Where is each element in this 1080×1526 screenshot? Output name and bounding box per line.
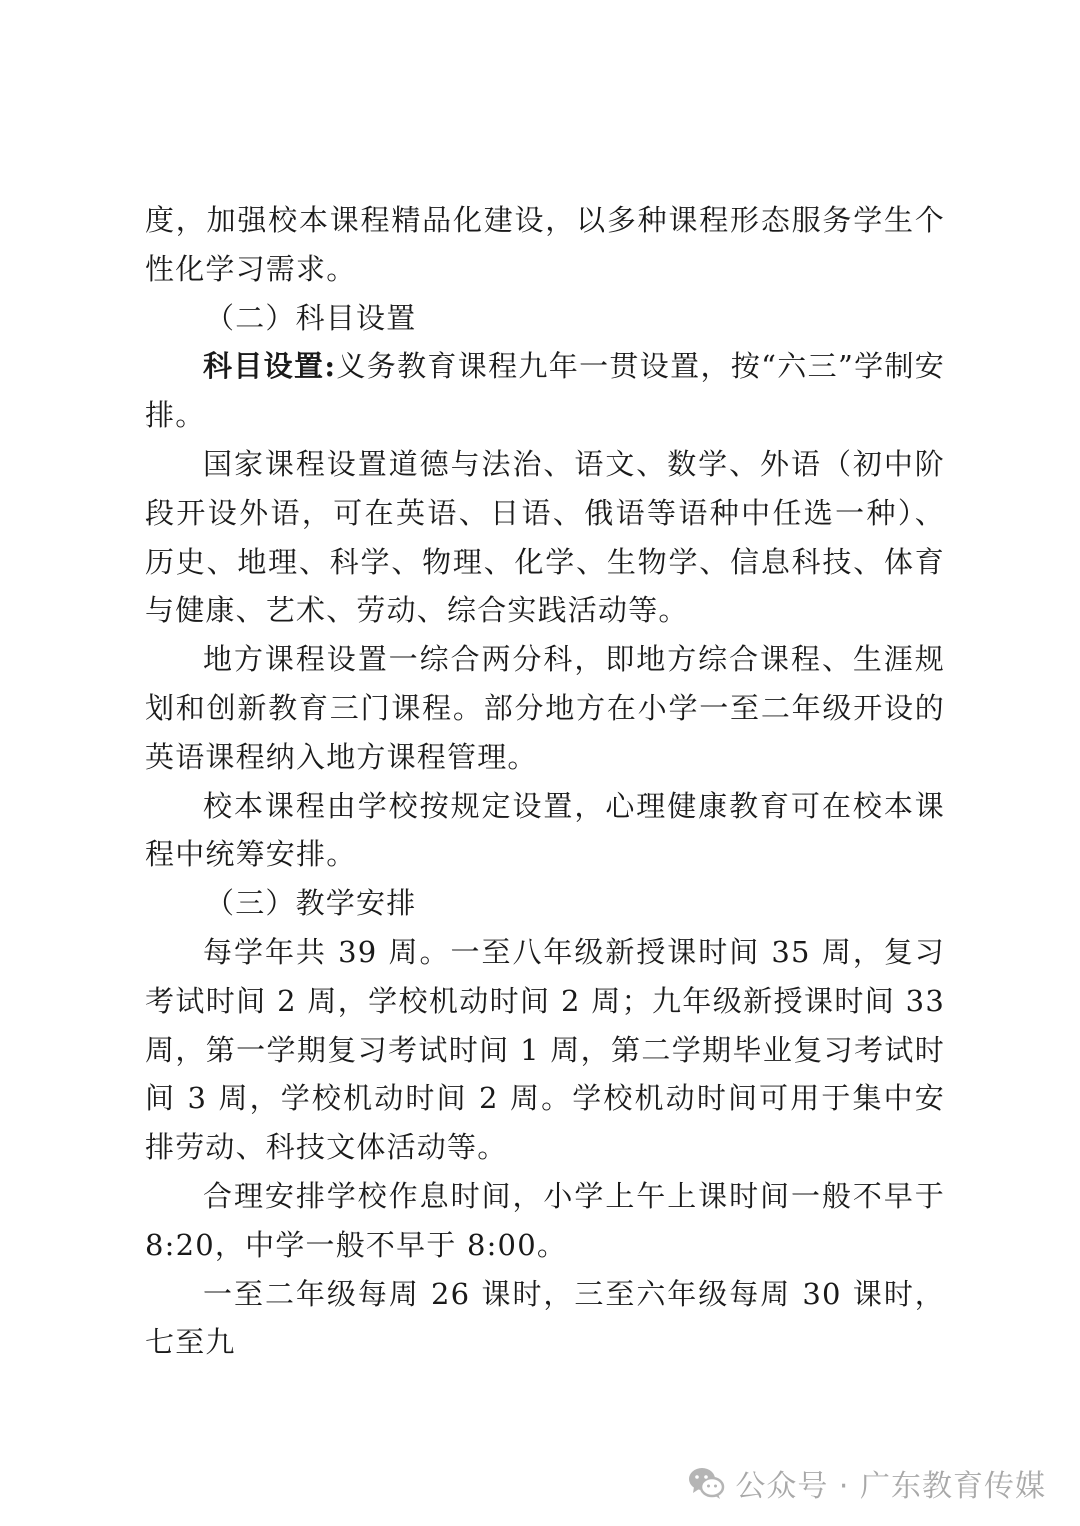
section-heading-teaching: （三）教学安排 xyxy=(205,886,417,921)
paragraph-local-courses: 地方课程设置一综合两分科，即地方综合课程、生涯规划和创新教育三门课程。部分地方在小学一至二年级开设的英语课程纳入地方课程管理。 xyxy=(145,642,945,774)
paragraph-subject-setup-text: 义务教育课程九年一贯设置，按“六三”学制安排。 xyxy=(145,349,945,433)
document-page xyxy=(145,196,945,1367)
paragraph-weekly-hours: 一至二年级每周 26 课时，三至六年级每周 30 课时，七至九 xyxy=(145,1276,945,1360)
paragraph-schedule-time: 合理安排学校作息时间，小学上午上课时间一般不早于 8:20，中学一般不早于 8:00。 xyxy=(145,1178,945,1262)
paragraph-national-courses: 国家课程设置道德与法治、语文、数学、外语（初中阶段开设外语，可在英语、日语、俄语等语种中任选一种）、历史、地理、科学、物理、化学、生物学、信息科技、体育与健康、艺术、劳动、综合实践活动等。 xyxy=(145,446,945,628)
bold-lead-label: 科目设置: xyxy=(203,349,337,384)
paragraph-subject-setup xyxy=(145,342,945,440)
watermark-text: 公众号 · 广东教育传媒 xyxy=(735,1469,1046,1504)
paragraph-school-courses: 校本课程由学校按规定设置，心理健康教育可在校本课程中统筹安排。 xyxy=(145,788,945,872)
section-heading-subjects: （二）科目设置 xyxy=(205,300,417,335)
wechat-icon xyxy=(687,1466,725,1500)
watermark xyxy=(687,1460,1046,1506)
paragraph-school-year: 每学年共 39 周。一至八年级新授课时间 35 周，复习考试时间 2 周，学校机动时间 2 周；九年级新授课时间 33 周，第一学期复习考试时间 1 周，第二学期毕业复习考试时间 3 周，学校机动时间 2 周。学校机动时间可用于集中安排劳动、科技文体活动等。 xyxy=(145,934,945,1165)
paragraph-continuation: 度，加强校本课程精品化建设，以多种课程形态服务学生个性化学习需求。 xyxy=(145,203,945,286)
